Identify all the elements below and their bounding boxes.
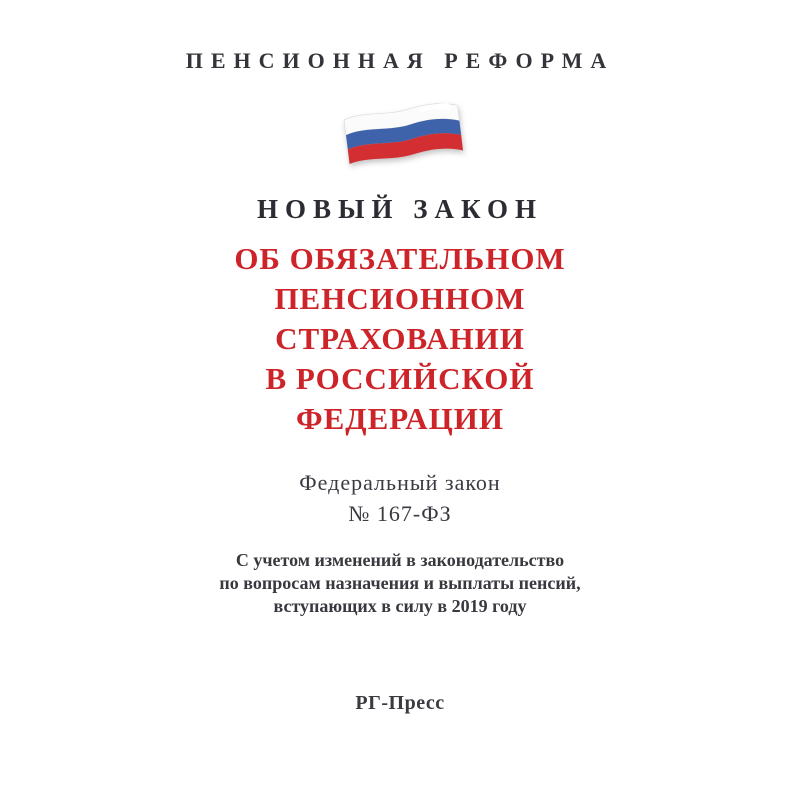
edition-note-line: вступающих в силу в 2019 году: [273, 596, 527, 616]
series-title: ПЕНСИОННАЯ РЕФОРМА: [185, 48, 615, 73]
main-title-line: В РОССИЙСКОЙ: [265, 361, 535, 396]
main-title: [234, 239, 565, 439]
main-title-line: СТРАХОВАНИИ: [275, 321, 525, 356]
publisher-name: РГ-Пресс: [355, 692, 445, 714]
main-title-line: ФЕДЕРАЦИИ: [295, 401, 504, 436]
law-number: № 167-ФЗ: [348, 501, 452, 526]
russian-flag-icon: [337, 96, 463, 168]
law-reference: [299, 467, 500, 529]
main-title-line: ОБ ОБЯЗАТЕЛЬНОМ: [234, 241, 566, 276]
edition-note-line: С учетом изменений в законодательство: [235, 550, 565, 570]
law-label: Федеральный закон: [299, 470, 501, 495]
main-title-line: ПЕНСИОННОМ: [274, 281, 526, 316]
subtitle-new-law: НОВЫЙ ЗАКОН: [257, 194, 543, 224]
edition-note-line: по вопросам назначения и выплаты пенсий,: [219, 573, 581, 593]
edition-note: [219, 549, 580, 618]
